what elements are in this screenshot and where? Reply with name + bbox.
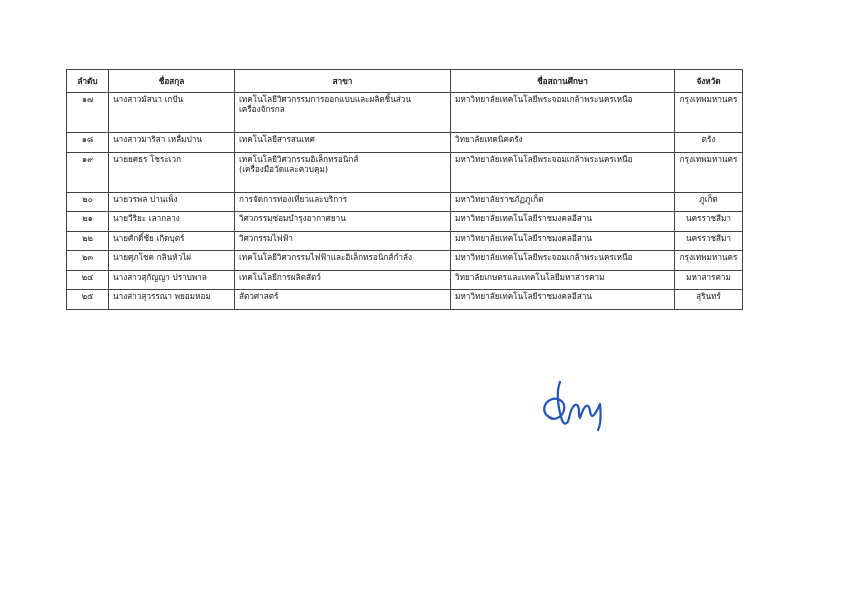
row-institution: มหาวิทยาลัยเทคโนโลยีพระจอมเกล้าพระนครเหนือ	[451, 152, 675, 192]
handwritten-signature	[538, 374, 628, 434]
row-branch-line1: เทคโนโลยีวิศวกรรมการออกแบบและผลิตชิ้นส่วน	[239, 94, 412, 104]
row-branch-line1: เทคโนโลยีวิศวกรรมอิเล็กทรอนิกส์	[239, 153, 359, 164]
row-no: ๒๕	[67, 290, 109, 310]
table-row	[67, 231, 743, 251]
table-row	[67, 270, 743, 290]
row-institution: มหาวิทยาลัยเทคโนโลยีพระจอมเกล้าพระนครเหนือ	[451, 251, 675, 271]
row-branch	[235, 270, 451, 290]
row-no: ๒๓	[67, 251, 109, 271]
row-name: นายศุภโชค กลินหัวไผ่	[109, 251, 235, 271]
row-no: ๒๔	[67, 270, 109, 290]
row-no: ๒๑	[67, 212, 109, 232]
row-institution: มหาวิทยาลัยเทคโนโลยีราชมงคลอีสาน	[451, 290, 675, 310]
table-row	[67, 251, 743, 271]
row-name: นางสาวมาริสา เหลื่มปาน	[109, 133, 235, 153]
row-branch-line1: วิศวกรรมไฟฟ้า	[239, 232, 293, 243]
signature-stroke	[569, 404, 601, 430]
table-row	[67, 133, 743, 153]
row-branch	[235, 212, 451, 232]
row-province: กรุงเทพมหานคร	[675, 93, 743, 133]
row-no: ๑๘	[67, 133, 109, 153]
header-no: ลำดับ	[67, 70, 109, 93]
row-branch-line1: เทคโนโลยีการผลิตสัตว์	[239, 271, 321, 282]
table-row	[67, 290, 743, 310]
row-province: ภูเก็ต	[675, 192, 743, 212]
row-branch-line1: เทคโนโลยีสารสนเทศ	[239, 134, 315, 144]
row-no: ๒๒	[67, 231, 109, 251]
row-province: กรุงเทพมหานคร	[675, 152, 743, 192]
row-branch	[235, 251, 451, 271]
row-province: นครราชสีมา	[675, 212, 743, 232]
row-name: นายวีริยะ เลากลาง	[109, 212, 235, 232]
row-name: นายยศธร โชระเวก	[109, 152, 235, 192]
row-branch-line2: เครื่องจักรกล	[239, 104, 285, 115]
row-institution: มหาวิทยาลัยเทคโนโลยีราชมงคลอีสาน	[451, 212, 675, 232]
row-name: นางสาวสุกัญญา ปราบพาล	[109, 270, 235, 290]
row-branch-line1: วิศวกรรมซ่อมบำรุงอากาศยาน	[239, 213, 346, 223]
table-row	[67, 212, 743, 232]
row-branch-line1: เทคโนโลยีวิศวกรรมไฟฟ้าและอิเล็กทรอนิกส์กำลัง	[239, 252, 412, 262]
row-branch	[235, 231, 451, 251]
table-row	[67, 93, 743, 133]
table-row	[67, 192, 743, 212]
scholarship-list-table	[66, 69, 743, 310]
row-no: ๑๗	[67, 93, 109, 133]
row-province: กรุงเทพมหานคร	[675, 251, 743, 271]
signature-stroke	[544, 382, 569, 424]
row-branch	[235, 290, 451, 310]
row-no: ๒๐	[67, 192, 109, 212]
row-institution: มหาวิทยาลัยเทคโนโลยีพระจอมเกล้าพระนครเหนือ	[451, 93, 675, 133]
row-province: สุรินทร์	[675, 290, 743, 310]
row-province: นครราชสีมา	[675, 231, 743, 251]
row-name: นายวรพล ปานเพ็ง	[109, 192, 235, 212]
row-institution: วิทยาลัยเทคนิคตรัง	[451, 133, 675, 153]
row-branch	[235, 93, 451, 133]
table-header-row	[67, 70, 743, 93]
row-name: นางสาวมัสนา เกปัน	[109, 93, 235, 133]
header-branch: สาขา	[235, 70, 451, 93]
row-province: มหาสารคาม	[675, 270, 743, 290]
row-branch-line1: สัตวศาสตร์	[239, 291, 279, 301]
row-institution: วิทยาลัยเกษตรและเทคโนโลยีมหาสารคาม	[451, 270, 675, 290]
row-branch	[235, 133, 451, 153]
row-name: นายศักดิ์ชัย เกิดบุตร์	[109, 231, 235, 251]
row-province: ตรัง	[675, 133, 743, 153]
row-branch-line2: (เครื่องมือวัดและควบคุม)	[239, 163, 329, 174]
row-branch	[235, 192, 451, 212]
row-name: นางสาวสุวรรณา พยอมหอม	[109, 290, 235, 310]
row-branch-line1: การจัดการท่องเที่ยวและบริการ	[239, 193, 348, 204]
header-name: ชื่อสกุล	[109, 70, 235, 93]
row-institution: มหาวิทยาลัยราชภัฏภูเก็ต	[451, 192, 675, 212]
table-row	[67, 152, 743, 192]
header-province: จังหวัด	[675, 70, 743, 93]
row-institution: มหาวิทยาลัยเทคโนโลยีราชมงคลอีสาน	[451, 231, 675, 251]
row-no: ๑๙	[67, 152, 109, 192]
row-branch	[235, 152, 451, 192]
header-institution: ชื่อสถานศึกษา	[451, 70, 675, 93]
